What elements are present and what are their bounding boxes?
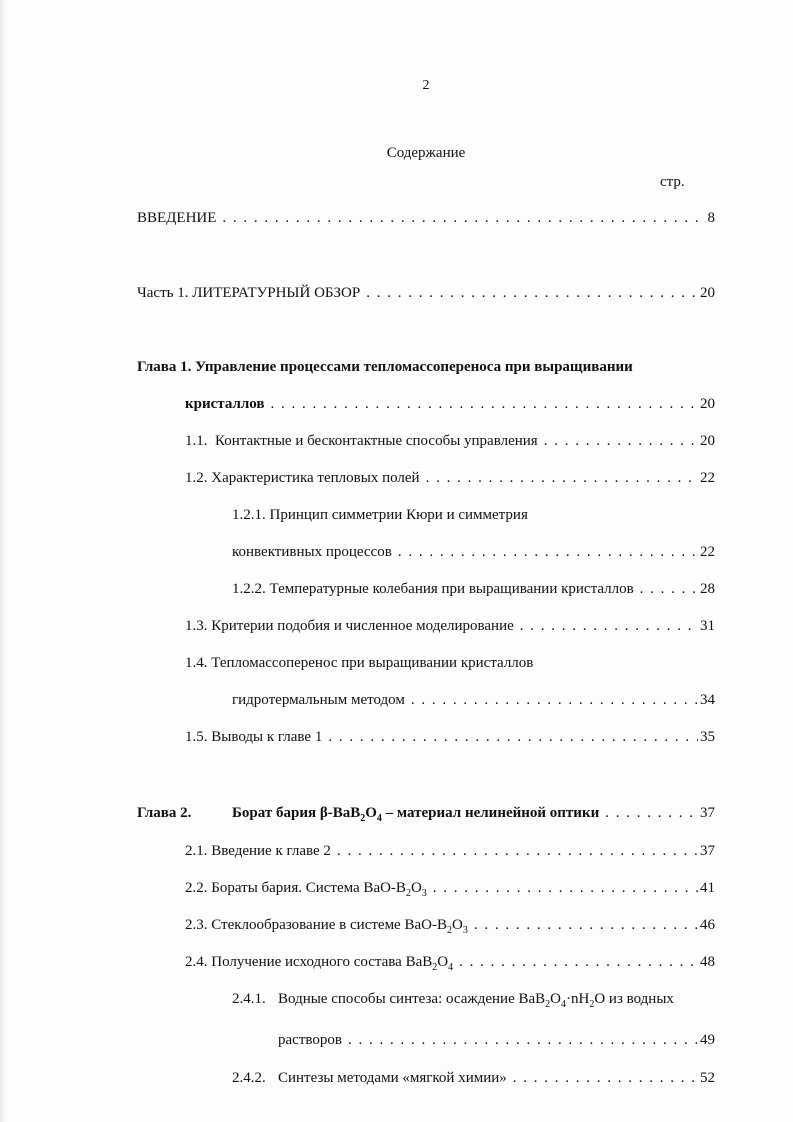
section-number: 2.4.1. bbox=[232, 991, 266, 1007]
toc-entry-page: 22 bbox=[700, 470, 715, 486]
toc-entry-1-2-2[interactable] bbox=[232, 579, 715, 599]
toc-entry-chapter2[interactable] bbox=[137, 803, 715, 823]
toc-entry-label: 2.1. Введение к главе 2 bbox=[185, 843, 331, 859]
toc-entry-2-4[interactable] bbox=[185, 952, 715, 972]
toc-entry-label: 2.2. Бораты бария. Система BaO-$B_2O_3$ bbox=[185, 880, 427, 899]
toc-entry-chapter1-line2[interactable] bbox=[185, 394, 715, 414]
toc-entry-2-3[interactable] bbox=[185, 915, 715, 935]
scan-edge-shadow bbox=[0, 0, 6, 1122]
toc-entry-page: 37 bbox=[700, 843, 715, 859]
dot-leader bbox=[513, 1068, 698, 1088]
dot-leader bbox=[474, 915, 698, 935]
toc-entry-label: 1.2. Характеристика тепловых полей bbox=[185, 470, 420, 486]
dot-leader bbox=[605, 803, 698, 823]
dot-leader bbox=[433, 878, 698, 898]
toc-entry-2-2[interactable] bbox=[185, 878, 715, 898]
toc-entry-label: 2.4.1. Водные способы синтеза: осаждение $BaB_2O_4\cdot nH_2O$ из водных bbox=[232, 991, 674, 1010]
toc-entry-page: 41 bbox=[700, 880, 715, 896]
toc-entry-label: 1.4. Тепломассоперенос при выращивании кристаллов bbox=[185, 655, 534, 671]
dot-leader bbox=[640, 579, 698, 599]
dot-leader bbox=[426, 468, 698, 488]
toc-entry-label: растворов bbox=[278, 1032, 342, 1048]
toc-entry-page: 20 bbox=[700, 396, 715, 412]
toc-entry-label: Часть 1. ЛИТЕРАТУРНЫЙ ОБЗОР bbox=[137, 285, 361, 301]
toc-entry-label: Глава 2. Борат бария $\beta-BaB_2O_4$ – материал нелинейной оптики bbox=[137, 805, 600, 824]
toc-entry-label: ВВЕДЕНИЕ bbox=[137, 210, 217, 226]
toc-entry-label: 1.1. Контактные и бесконтактные способы управления bbox=[185, 433, 538, 449]
toc-entry-label: кристаллов bbox=[185, 396, 265, 412]
toc-entry-label: 1.2.1. Принцип симметрии Кюри и симметрия bbox=[232, 507, 528, 523]
toc-entry-label: 1.2.2. Температурные колебания при выращивании кристаллов bbox=[232, 581, 634, 597]
toc-entry-page: 22 bbox=[700, 544, 715, 560]
dot-leader bbox=[348, 1030, 698, 1050]
toc-entry-label: Глава 1. Управление процессами тепломассопереноса при выращивании bbox=[137, 359, 633, 375]
dot-leader bbox=[366, 283, 698, 303]
toc-entry-intro[interactable] bbox=[137, 208, 715, 228]
toc-entry-page: 37 bbox=[700, 805, 715, 821]
toc-entry-page: 49 bbox=[700, 1032, 715, 1048]
dot-leader bbox=[544, 431, 698, 451]
toc-entry-page: 52 bbox=[700, 1070, 715, 1086]
toc-entry-page: 31 bbox=[700, 618, 715, 634]
toc-entry-1-1[interactable] bbox=[185, 431, 715, 451]
toc-entry-2-4-1-line2[interactable] bbox=[278, 1030, 715, 1050]
chapter-number: Глава 2. bbox=[137, 805, 192, 821]
dot-leader bbox=[337, 841, 698, 861]
toc-entry-label: 2.3. Стеклообразование в системе BaO-$B_2O_3$ bbox=[185, 917, 468, 936]
section-number: 2.4.2. bbox=[232, 1070, 266, 1086]
toc-entry-page: 28 bbox=[700, 581, 715, 597]
toc-entry-label: 1.3. Критерии подобия и численное моделирование bbox=[185, 618, 514, 634]
toc-title: Содержание bbox=[386, 145, 466, 161]
toc-entry-page: 20 bbox=[700, 433, 715, 449]
toc-entry-label: 1.5. Выводы к главе 1 bbox=[185, 729, 323, 745]
toc-entry-1-2[interactable] bbox=[185, 468, 715, 488]
toc-entry-page: 20 bbox=[700, 285, 715, 301]
toc-entry-1-4-line2[interactable] bbox=[232, 690, 715, 710]
toc-entry-page: 48 bbox=[700, 954, 715, 970]
dot-leader bbox=[520, 616, 698, 636]
toc-entry-part1[interactable] bbox=[137, 283, 715, 303]
toc-entry-1-5[interactable] bbox=[185, 727, 715, 747]
toc-entry-label: 2.4.2. Синтезы методами «мягкой химии» bbox=[232, 1070, 507, 1086]
dot-leader bbox=[411, 690, 698, 710]
toc-entry-2-4-1-line1[interactable] bbox=[232, 989, 674, 1009]
toc-entry-label: конвективных процессов bbox=[232, 544, 392, 560]
page-number: 2 bbox=[422, 78, 430, 93]
toc-entry-page: 8 bbox=[707, 210, 715, 226]
toc-entry-chapter1-line1[interactable] bbox=[137, 357, 633, 377]
toc-entry-2-4-2[interactable] bbox=[232, 1068, 715, 1088]
dot-leader bbox=[222, 208, 705, 228]
toc-entry-page: 35 bbox=[700, 729, 715, 745]
toc-entry-1-4-line1[interactable] bbox=[185, 653, 533, 673]
dot-leader bbox=[271, 394, 698, 414]
dot-leader bbox=[459, 952, 698, 972]
toc-entry-label: гидротермальным методом bbox=[232, 692, 405, 708]
dot-leader bbox=[398, 542, 698, 562]
toc-entry-1-2-1-line1[interactable] bbox=[232, 505, 528, 525]
page-column-label: стр. bbox=[660, 174, 685, 190]
toc-entry-2-1[interactable] bbox=[185, 841, 715, 861]
dot-leader bbox=[328, 727, 698, 747]
toc-entry-label: 2.4. Получение исходного состава $BaB_2O_4$ bbox=[185, 954, 454, 973]
toc-entry-1-2-1-line2[interactable] bbox=[232, 542, 715, 562]
toc-entry-1-3[interactable] bbox=[185, 616, 715, 636]
toc-entry-page: 34 bbox=[700, 692, 715, 708]
toc-entry-page: 46 bbox=[700, 917, 715, 933]
